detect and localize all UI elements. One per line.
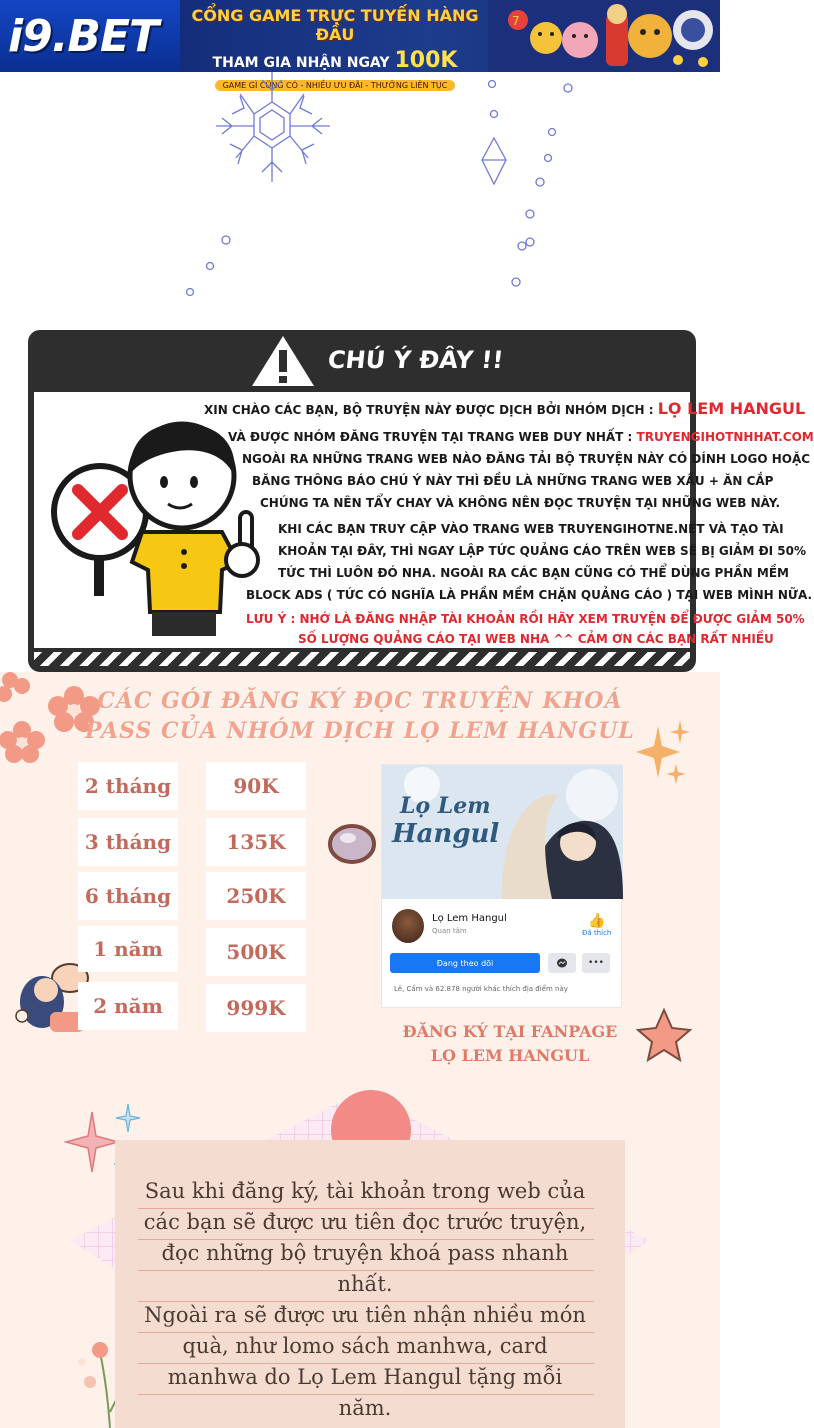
i9bet-logo[interactable] — [0, 0, 180, 72]
notice-line-7: KHOẢN TẠI ĐÂY, THÌ NGAY LẬP TỨC QUẢNG CÁO TRÊN WEB SẼ BỊ GIẢM ĐI 50% — [278, 544, 806, 558]
notice-line-9: BLOCK ADS ( TỨC CÓ NGHĨA LÀ PHẦN MỀM CHẶN QUẢNG CÁO ) TẠI WEB MÌNH NỮA. — [246, 588, 813, 602]
notice-line-10: LƯU Ý : NHỚ LÀ ĐĂNG NHẬP TÀI KHOẢN RỒI HÃY XEM TRUYỆN ĐỂ ĐƯỢC GIẢM 50% — [246, 612, 805, 626]
banner-tagline: GAME GÌ CŨNG CÓ - NHIỀU ƯU ĐÃI - THƯỞNG LIÊN TỤC — [215, 80, 456, 91]
fanpage-label-1: ĐĂNG KÝ TẠI FANPAGE — [402, 1022, 618, 1041]
notice-line-1 — [204, 399, 806, 418]
star-icon — [638, 1010, 690, 1060]
benefits-text — [120, 1176, 610, 1424]
notice-line-11: SỐ LƯỢNG QUẢNG CÁO TẠI WEB NHA ^^ CẢM ƠN CÁC BẠN RẤT NHIỀU — [298, 632, 774, 646]
package-duration-3: 6 tháng — [78, 872, 178, 920]
messenger-icon — [556, 957, 568, 969]
benefits-line-7: manhwa do Lọ Lem Hangul tặng mỗi — [167, 1365, 563, 1389]
notice-line-6: KHI CÁC BẠN TRUY CẬP VÀO TRANG WEB TRUYENGIHOTNE.NET VÀ TẠO TÀI — [278, 522, 784, 536]
notice-line-4: BĂNG THÔNG BÁO CHÚ Ý NÀY THÌ ĐỀU LÀ NHỮNG TRANG WEB XẤU + ĂN CẮP — [252, 474, 774, 488]
notice-header — [28, 330, 696, 390]
messenger-button[interactable] — [548, 953, 576, 973]
cover-logo-line-1: Lọ Lem — [400, 793, 491, 819]
notice-group-name: LỌ LEM HANGUL — [657, 399, 806, 418]
notice-line-1-text: XIN CHÀO CÁC BẠN, BỘ TRUYỆN NÀY ĐƯỢC DỊCH BỞI NHÓM DỊCH : — [204, 403, 658, 417]
package-duration-4: 1 năm — [78, 926, 178, 972]
fanpage-name[interactable]: Lọ Lem Hangul — [432, 913, 507, 924]
packages-title-2: PASS CỦA NHÓM DỊCH LỌ LEM HANGUL — [85, 718, 635, 744]
fanpage-cover — [382, 765, 623, 899]
liked-label: Đã thích — [582, 929, 612, 937]
fanpage-label-2: LỌ LEM HANGUL — [430, 1046, 590, 1065]
casino-characters-illustration — [488, 0, 720, 72]
fanpage-cover-logo — [392, 793, 500, 849]
benefits-line-5: Ngoài ra sẽ được ưu tiên nhận nhiều món — [144, 1303, 586, 1327]
fanpage-subtitle: Quan tâm — [432, 927, 467, 935]
benefits-line-4: nhất. — [337, 1272, 393, 1296]
warning-triangle-icon — [250, 334, 316, 388]
benefits-line-6: quà, như lomo sách manhwa, card — [182, 1334, 548, 1358]
boy-no-sign-illustration — [42, 412, 272, 648]
notice-body — [34, 392, 814, 648]
notice-line-2 — [228, 430, 814, 444]
notice-site-link[interactable]: TRUYENGIHOTNHHAT.COM — [636, 430, 814, 444]
benefits-line-2: các bạn sẽ được ưu tiên đọc trước truyện, — [143, 1210, 587, 1234]
notice-line-8: TỨC THÌ LUÔN ĐÓ NHA. NGOÀI RA CÁC BẠN CŨNG CÓ THỂ DÙNG PHẦN MỀM — [278, 566, 789, 580]
notice-stripe — [34, 652, 690, 666]
following-button[interactable] — [390, 953, 540, 973]
packages-title-1: CÁC GÓI ĐĂNG KÝ ĐỌC TRUYỆN KHOÁ — [97, 688, 623, 714]
benefits-line-8: năm. — [338, 1396, 392, 1420]
package-duration-1: 2 tháng — [78, 762, 178, 810]
fanpage-card[interactable] — [381, 764, 622, 1008]
package-price-2: 135K — [206, 818, 306, 866]
package-duration-5: 2 năm — [78, 982, 178, 1030]
banner-headline: CỔNG GAME TRỰC TUYẾN HÀNG ĐẦU — [191, 6, 479, 44]
notice-title: CHÚ Ý ĐÂY !! — [326, 346, 505, 374]
notice-line-2-text: VÀ ĐƯỢC NHÓM ĐĂNG TRUYỆN TẠI TRANG WEB DUY NHẤT : — [228, 430, 637, 444]
package-price-1: 90K — [206, 762, 306, 810]
package-price-3: 250K — [206, 872, 306, 920]
banner-join-amount: 100K — [394, 48, 458, 73]
package-duration-2: 3 tháng — [78, 818, 178, 866]
benefits-line-3: đọc những bộ truyện khoá pass nhanh — [161, 1241, 569, 1265]
warning-notice — [28, 330, 814, 672]
snow-decoration — [0, 72, 720, 330]
banner-copy — [185, 0, 485, 90]
notice-line-3: NGOÀI RA NHỮNG TRANG WEB NÀO ĐĂNG TẢI BỘ TRUYỆN NÀY CÓ DÍNH LOGO HOẶC — [242, 452, 811, 466]
likes-count: Lê, Cẩm và 62.878 người khác thích địa điểm này — [394, 985, 568, 993]
avatar[interactable] — [392, 909, 424, 943]
cover-logo-line-2: Hangul — [392, 819, 500, 849]
package-price-5: 999K — [206, 984, 306, 1032]
package-price-4: 500K — [206, 928, 306, 976]
benefits-line-1: Sau khi đăng ký, tài khoản trong web của — [144, 1179, 586, 1203]
banner-join — [185, 48, 485, 73]
liked-button[interactable] — [582, 913, 611, 937]
logo-text: i9.BET — [8, 10, 159, 62]
gem-icon — [330, 826, 374, 862]
banner-join-text: THAM GIA NHẬN NGAY — [212, 55, 390, 71]
following-label: Đang theo dõi — [436, 958, 494, 968]
snow-dots — [187, 81, 573, 296]
thumbs-up-icon: 👍 — [587, 913, 606, 929]
crystal-icon — [482, 138, 506, 184]
more-button[interactable]: ••• — [582, 953, 610, 973]
ad-banner[interactable] — [0, 0, 720, 90]
notice-line-5: CHÚNG TA NÊN TẨY CHAY VÀ KHÔNG NÊN ĐỌC TRUYỆN TẠI NHỮNG WEB NÀY. — [260, 496, 781, 510]
svg-text:7: 7 — [512, 14, 520, 28]
snowflake-icon — [216, 72, 330, 182]
